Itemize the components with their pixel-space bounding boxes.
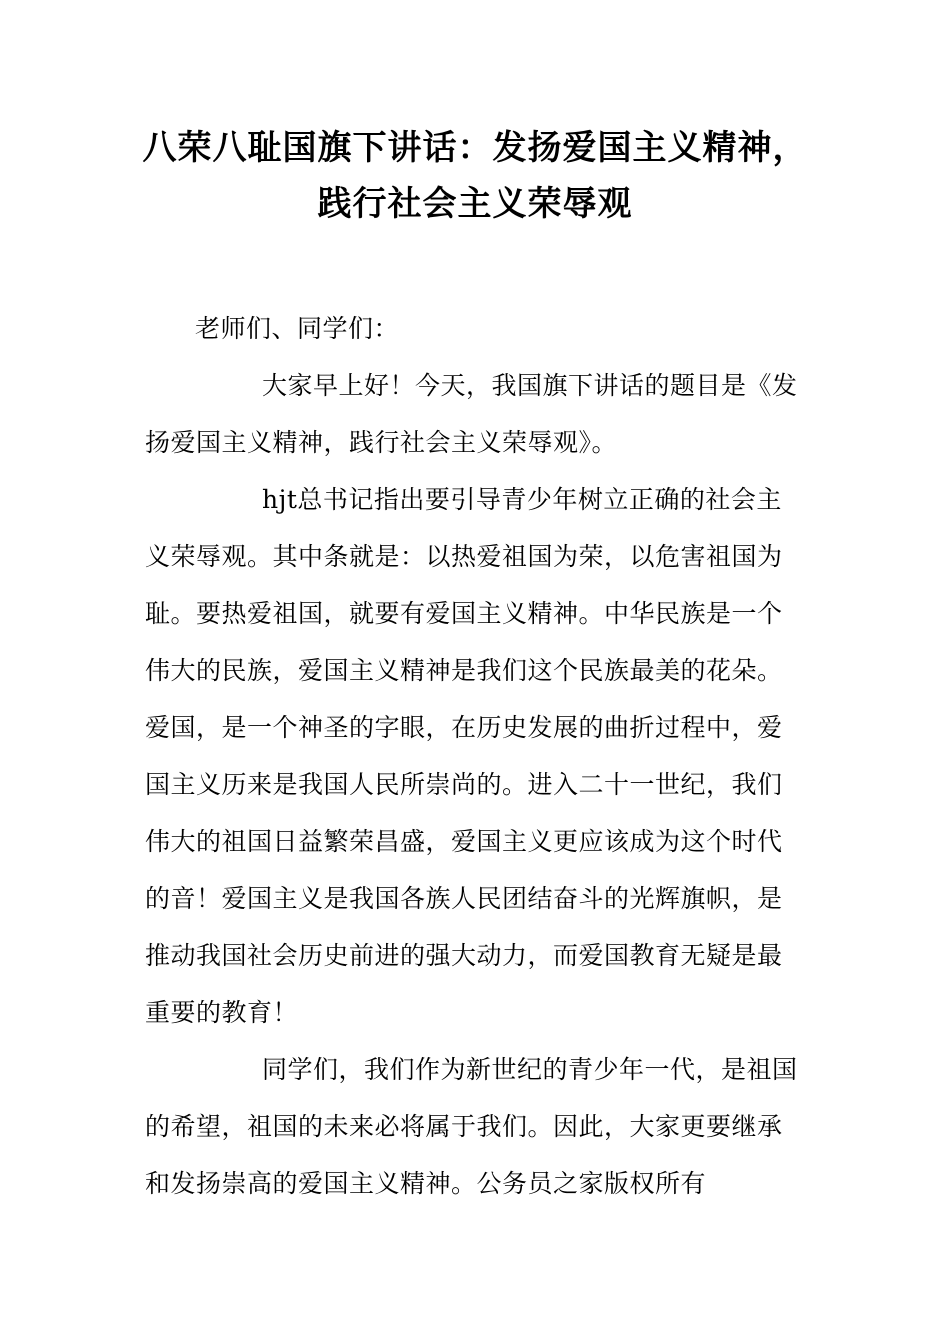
paragraph-line: hjt总书记指出要引导青少年树立正确的社会主: [262, 485, 782, 514]
paragraph-line: 大家早上好！今天，我国旗下讲话的题目是《发: [262, 371, 798, 400]
paragraph-line: 伟大的祖国日益繁荣昌盛，爱国主义更应该成为这个时代: [145, 827, 783, 856]
paragraph-line: 扬爱国主义精神，践行社会主义荣辱观》。: [145, 428, 618, 457]
paragraph-line: 耻。要热爱祖国，就要有爱国主义精神。中华民族是一个: [145, 599, 783, 628]
paragraph-line: 和发扬崇高的爱国主义精神。公务员之家版权所有: [145, 1169, 707, 1198]
paragraph-line: 国主义历来是我国人民所崇尚的。进入二十一世纪，我们: [145, 770, 783, 799]
paragraph-line: 伟大的民族，爱国主义精神是我们这个民族最美的花朵。: [145, 656, 783, 685]
salutation: 老师们、同学们：: [195, 314, 400, 343]
paragraph-line: 同学们，我们作为新世纪的青少年一代，是祖国: [262, 1055, 798, 1084]
paragraph-line: 义荣辱观。其中条就是：以热爱祖国为荣，以危害祖国为: [145, 542, 783, 571]
paragraph-line: 的音！爱国主义是我国各族人民团结奋斗的光辉旗帜，是: [145, 884, 783, 913]
paragraph-line: 的希望，祖国的未来必将属于我们。因此，大家更要继承: [145, 1112, 783, 1141]
document-title-line-2: 践行社会主义荣辱观: [317, 184, 633, 224]
paragraph-line: 重要的教育！: [145, 998, 299, 1027]
paragraph-line: 推动我国社会历史前进的强大动力，而爱国教育无疑是最: [145, 941, 783, 970]
document-title-line-1: 八荣八耻国旗下讲话：发扬爱国主义精神，: [142, 128, 808, 168]
paragraph-line: 爱国，是一个神圣的字眼，在历史发展的曲折过程中，爱: [145, 713, 783, 742]
